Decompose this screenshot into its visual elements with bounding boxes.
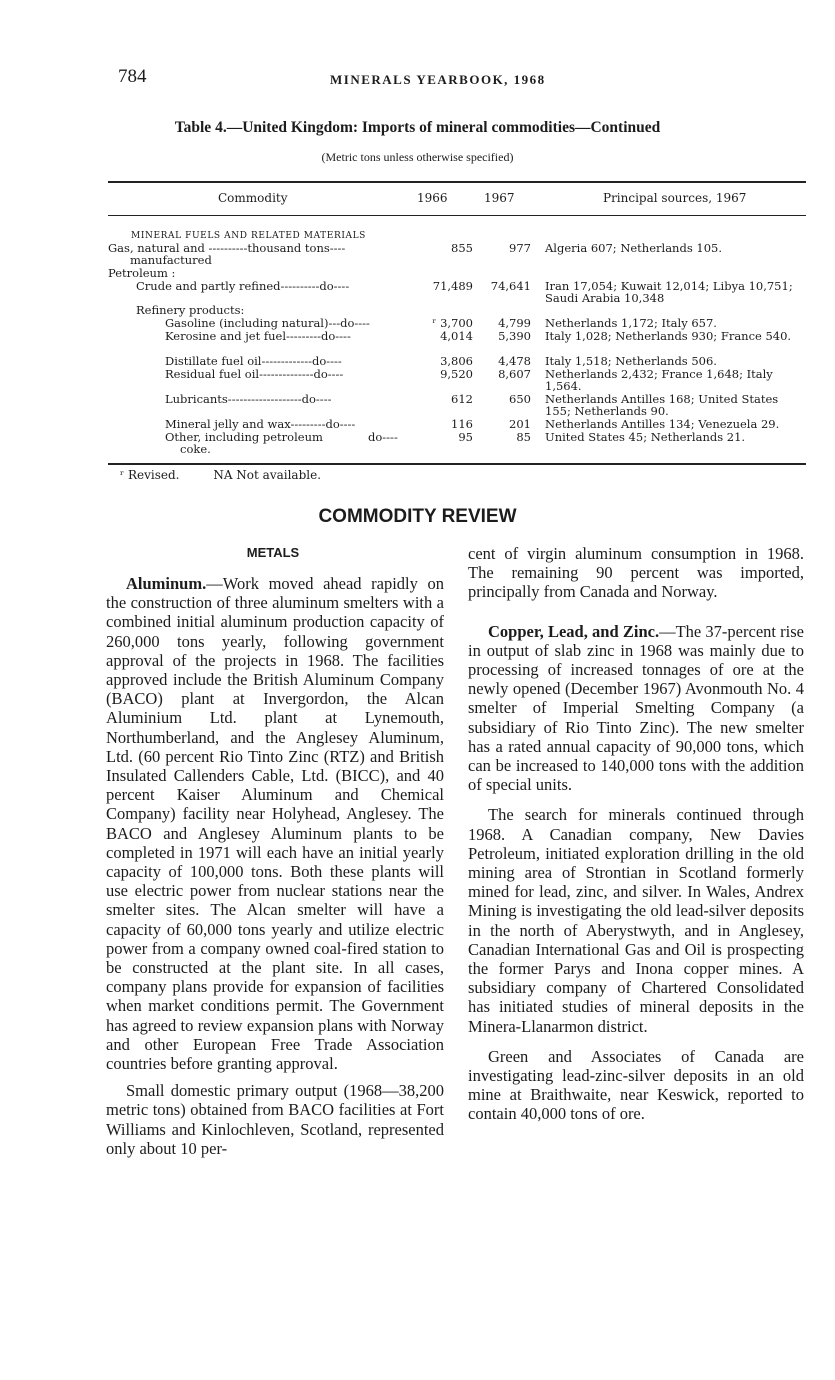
table-cell-1967: 977	[509, 241, 531, 255]
table-cell-sources: United States 45; Netherlands 21.	[545, 430, 746, 444]
table-cell-1966: 116	[451, 417, 473, 431]
table-section-label: MINERAL FUELS AND RELATED MATERIALS	[131, 231, 366, 241]
subsection-heading: METALS	[246, 545, 300, 560]
table-cell-sources: Algeria 607; Netherlands 105.	[545, 241, 722, 255]
paragraph-primary-output: Small domestic primary output (1968—38,200 metric tons) obtained from BACO facilities at Fort Williams and Kinlochleven, Scotland, represented only about 10 per-	[106, 1081, 444, 1158]
footnote-na: NA Not available.	[213, 468, 322, 482]
table-cell-commodity: Crude and partly refined----------do----	[136, 279, 350, 293]
section-heading: COMMODITY REVIEW	[318, 506, 517, 527]
table-cell-sources: Netherlands 2,432; France 1,648; Italy 1,564.	[545, 367, 773, 393]
table-cell-unit: do----	[368, 430, 398, 444]
table-cell-1966: ʳ 3,700	[432, 316, 473, 330]
paragraph-continuation: cent of virgin aluminum consumption in 1968. The remaining 90 percent was imported, principally from Canada and Norway.	[468, 544, 804, 602]
table-cell-sources: Iran 17,054; Kuwait 12,014; Libya 10,751; Saudi Arabia 10,348	[545, 279, 793, 305]
table-cell-1967: 201	[509, 417, 531, 431]
paragraph-lead-in: Copper, Lead, and Zinc.	[488, 621, 660, 641]
table-cell-1966: 612	[451, 392, 473, 406]
table-cell-1966: 4,014	[440, 329, 473, 343]
table-cell-sources: Netherlands 1,172; Italy 657.	[545, 316, 717, 330]
table-cell-commodity: Gasoline (including natural)---do----	[165, 316, 370, 330]
table-cell-commodity: Kerosine and jet fuel---------do----	[165, 329, 351, 343]
page-number: 784	[118, 66, 147, 87]
paragraph-lead-in: Aluminum.	[126, 574, 207, 593]
table-cell-sources: Netherlands Antilles 134; Venezuela 29.	[545, 417, 780, 431]
paragraph-braithwaite: Green and Associates of Canada are investigating lead-zinc-silver deposits in an old mine at Braithwaite, near Keswick, reported to contain 40,000 tons of ore.	[468, 1046, 804, 1124]
column-header-1966: 1966	[417, 191, 448, 205]
column-header-1967: 1967	[484, 191, 515, 205]
table-footnotes	[120, 468, 321, 482]
column-header-commodity: Commodity	[218, 191, 288, 205]
table-cell-1967: 4,799	[498, 316, 531, 330]
paragraph-body: —Work moved ahead rapidly on the construction of three aluminum smelters with a combined initial aluminum production capacity of 260,000 tons yearly, following government approval of the projects in 1968. The facilities approved include the British Aluminum Company (BACO) plant at Invergordon, the Alcan Aluminium Ltd. plant at Lynemouth, Northumberland, and the Anglesey Aluminum, Ltd. (60 percent Rio Tinto Zinc (RTZ) and British Insulated Callenders Cable, Ltd. (BICC), and 40 percent Kaiser Aluminum and Chemical Company) facility near Holyhead, Anglesey. The BACO and Anglesey Aluminum plants to be completed in 1971 will each have an initial yearly capacity of 100,000 tons. Both these plants will use electric power from nuclear stations near the smelter sites. The Alcan smelter will have a capacity of 60,000 tons yearly and utilize electric power from a company owned coal-fired station to be constructed at the plant site. In all cases, company plans provide for expansion of facilities when market conditions permit. The Government has agreed to review expansion plans with Norway and other European Free Trade Association countries before granting approval.	[106, 574, 444, 1074]
left-text-column	[106, 574, 444, 1158]
table-cell-1966: 9,520	[440, 367, 473, 381]
table-cell-commodity-cont: coke.	[180, 442, 211, 456]
table-cell-1967: 4,478	[498, 354, 531, 368]
table-cell-1966: 71,489	[432, 279, 473, 293]
paragraph-copper-lead-zinc	[468, 622, 804, 795]
table-cell-1966: 855	[451, 241, 473, 255]
table-cell-sources: Netherlands Antilles 168; United States 155; Netherlands 90.	[545, 392, 779, 418]
column-header-sources: Principal sources, 1967	[603, 191, 747, 205]
table-cell-commodity: Distillate fuel oil-------------do----	[165, 354, 342, 368]
footnote-revised: ʳ Revised.	[120, 468, 180, 482]
table-cell-1967: 85	[516, 430, 531, 444]
table-cell-commodity: Lubricants-------------------do----	[165, 392, 332, 406]
table-cell-commodity: Gas, natural and ----------thousand tons----	[108, 241, 346, 255]
paragraph-aluminum	[106, 574, 444, 1073]
table-subtitle: (Metric tons unless otherwise specified)	[321, 150, 514, 164]
paragraph-body: —The 37-percent rise in output of slab zinc in 1968 was mainly due to processing of increased tonnages of ore at the newly opened (December 1967) Avonmouth No. 4 smelter of Imperial Smelting Company (a subsidiary of Rio Tinto Zinc). The new smelter has a rated annual capacity of 90,000 tons, which can be increased to 140,000 tons with the addition of special units.	[468, 621, 804, 795]
table-cell-1966: 3,806	[440, 354, 473, 368]
table-cell-sources: Italy 1,028; Netherlands 930; France 540.	[545, 329, 792, 343]
table-cell-commodity: Residual fuel oil--------------do----	[165, 367, 344, 381]
paragraph-mineral-search: The search for minerals continued through 1968. A Canadian company, New Davies Petroleum, initiated exploration drilling in the old mining area of Strontian in Scotland formerly mined for lead, zinc, and silver. In Wales, Andrex Mining is investigating the old lead-silver deposits in the north of Aberystwyth, and in Anglesey, Canadian International Gas and Oil is prospecting the former Parys and Inona copper mines. A subsidiary company of Chartered Consolidated has initiated studies of mineral deposits in the Minera-Llanarmon district.	[468, 805, 804, 1036]
table-group-label: Refinery products:	[136, 303, 245, 317]
table-cell-commodity: Mineral jelly and wax---------do----	[165, 417, 356, 431]
table-cell-sources: Italy 1,518; Netherlands 506.	[545, 354, 717, 368]
running-head: MINERALS YEARBOOK, 1968	[330, 72, 546, 87]
table-cell-1967: 74,641	[490, 279, 531, 293]
table-cell-commodity-cont: manufactured	[130, 253, 212, 267]
table-cell-1966: 95	[458, 430, 473, 444]
right-text-column	[468, 544, 804, 1124]
table-cell-commodity: Other, including petroleum	[165, 430, 323, 444]
table-cell-1967: 650	[509, 392, 531, 406]
table-cell-1967: 5,390	[498, 329, 531, 343]
import-table-body	[0, 0, 835, 470]
table-cell-1967: 8,607	[498, 367, 531, 381]
table-group-label: Petroleum :	[108, 266, 176, 280]
table-bottom-rule	[108, 463, 806, 465]
table-title: Table 4.—United Kingdom: Imports of mineral commodities—Continued	[174, 119, 661, 136]
